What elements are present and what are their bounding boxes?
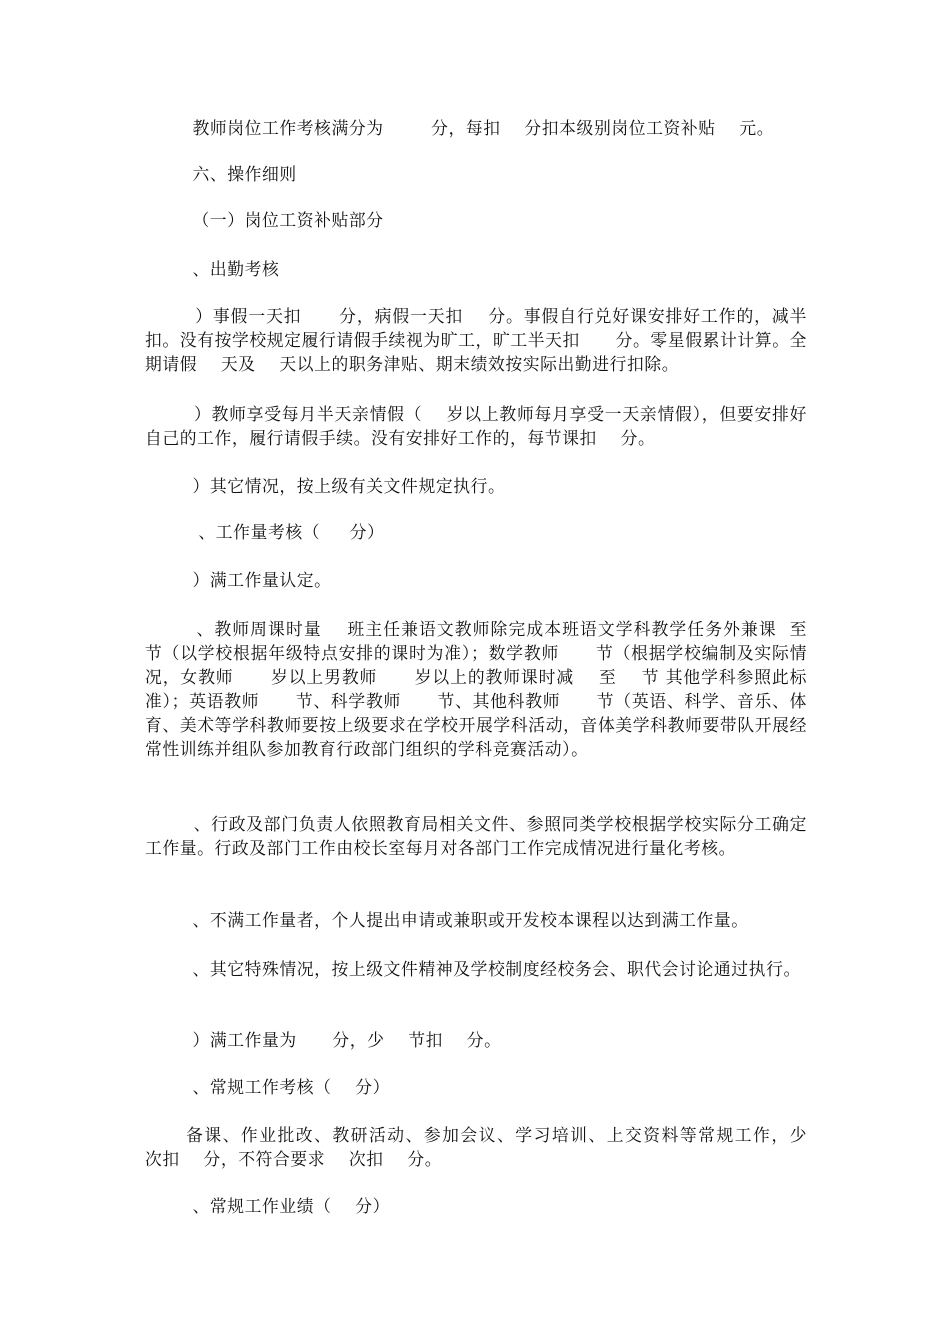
paragraph-full-workload-definition: ）满工作量认定。 <box>145 570 332 590</box>
paragraph-weekly-class-hours: 、教师周课时量 班主任兼语文教师除完成本班语文学科教学任务外兼课 至 节（以学校根据年级特点安排的课时为准）；数学教师 节（根据学校编制及实际情况，女教师 岁以上男教师 岁以上的教师课时减 至 节 其他学科参照此标准）；英语教师 节、科学教师 节、其他科教师 节（英语、科学、音乐、体育、美术等学科教师要按上级要求在学校开展学科活动，音体美学科教师要带队开展经常性训练并组队参加教育行政部门组织的学科竞赛活动）。 <box>145 619 831 759</box>
paragraph-leave-deduction: ）事假一天扣 分，病假一天扣 分。事假自行兑好课安排好工作的，减半扣。没有按学校规定履行请假手续视为旷工，旷工半天扣 分。零星假累计计算。全期请假 天及 天以上的职务津贴、期末绩效按实际出勤进行扣除。 <box>145 306 807 374</box>
heading-post-salary-subsidy: （一）岗位工资补贴部分 <box>145 210 384 230</box>
heading-attendance-assessment: 、出勤考核 <box>145 259 280 279</box>
paragraph-insufficient-workload: 、不满工作量者，个人提出申请或兼职或开发校本课程以达到满工作量。 <box>145 910 749 930</box>
paragraph-family-leave: ）教师享受每月半天亲情假（ 岁以上教师每月享受一天亲情假），但要安排好自己的工作，履行请假手续。没有安排好工作的，每节课扣 分。 <box>145 404 807 448</box>
paragraph-routine-work-items: 备课、作业批改、教研活动、参加会议、学习培训、上交资料等常规工作，少 次扣 分，不符合要求 次扣 分。 <box>145 1125 831 1169</box>
paragraph-special-cases: 、其它特殊情况，按上级文件精神及学校制度经校务会、职代会讨论通过执行。 <box>145 959 801 979</box>
paragraph-full-workload-score: ）满工作量为 分，少 节扣 分。 <box>145 1030 502 1050</box>
heading-workload-assessment: 、工作量考核（ 分） <box>145 522 385 542</box>
paragraph-assessment-score: 教师岗位工作考核满分为 分，每扣 分扣本级别岗位工资补贴 元。 <box>145 118 775 138</box>
heading-routine-work-performance: 、常规工作业绩（ 分） <box>145 1196 391 1216</box>
heading-routine-work-assessment: 、常规工作考核（ 分） <box>145 1077 391 1097</box>
paragraph-other-cases: ）其它情况，按上级有关文件规定执行。 <box>145 476 506 496</box>
paragraph-admin-workload: 、行政及部门负责人依照教育局相关文件、参照同类学校根据学校实际分工确定工作量。行政及部门工作由校长室每月对各部门工作完成情况进行量化考核。 <box>145 814 807 858</box>
heading-operation-rules: 六、操作细则 <box>145 164 297 184</box>
